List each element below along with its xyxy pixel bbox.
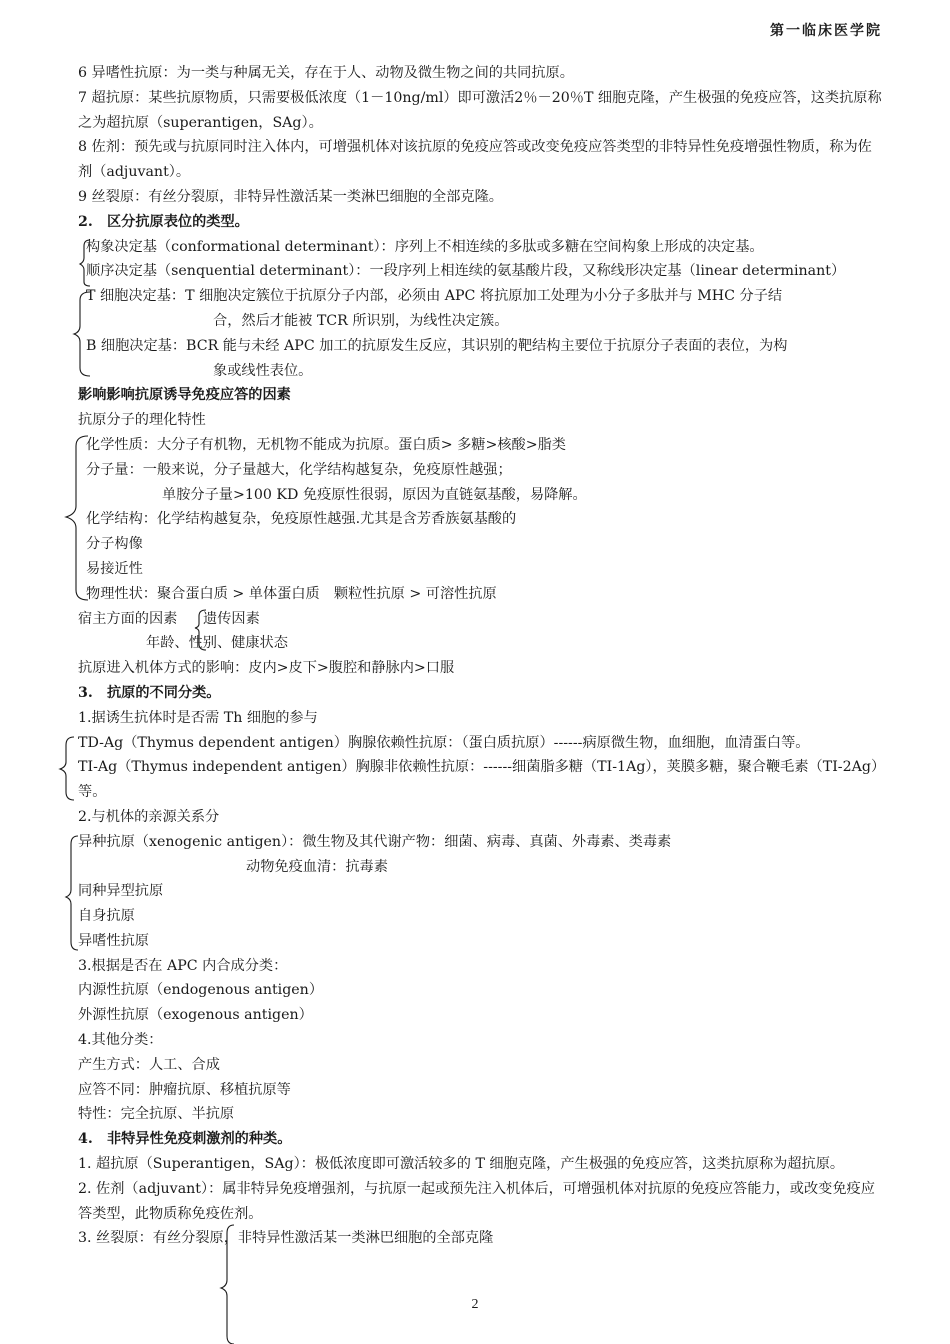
- page-number: 2: [471, 1297, 479, 1312]
- brace-origin: [66, 836, 78, 950]
- line-exogenous: 外源性抗原（exogenous antigen）: [78, 1007, 313, 1024]
- line-apc-synthesis: 3.根据是否在 APC 内合成分类：: [78, 957, 288, 974]
- line-chemical-structure: 化学结构：化学结构越复杂，免疫原性越强.尤其是含芳香族氨基酸的: [86, 511, 517, 528]
- line-b-cell-determinant-cont: 象或线性表位。: [213, 362, 313, 379]
- line-production: 产生方式：人工、合成: [78, 1056, 220, 1073]
- line-mitogen: 9 丝裂原：有丝分裂原，非特异性激活某一类淋巴细胞的全部克隆。: [78, 188, 503, 205]
- line-ti-ag: TI-Ag（Thymus independent antigen）胸腺非依赖性抗原：------细菌脂多糖（TI-1Ag），荚膜多糖，聚合鞭毛素（TI-2Ag）等。: [78, 759, 879, 801]
- line-td-ag: TD-Ag（Thymus dependent antigen）胸腺依赖性抗原：（蛋白质抗原）------病原微生物，血细胞，血清蛋白等。: [78, 734, 810, 751]
- line-origin: 2.与机体的亲源关系分: [78, 808, 220, 825]
- line-alloantigen: 同种异型抗原: [78, 883, 164, 900]
- line-heterophilic-antigen: 6 异嗜性抗原：为一类与种属无关，存在于人、动物及微生物之间的共同抗原。: [78, 65, 574, 81]
- line-chemical-nature: 化学性质：大分子有机物，无机物不能成为抗原。蛋白质> 多糖>核酸>脂类: [86, 436, 566, 453]
- line-th-dependency: 1.据诱生抗体时是否需 Th 细胞的参与: [78, 709, 318, 726]
- line-physical-state: 物理性状：聚合蛋白质 > 单体蛋白质 颗粒性抗原 > 可溶性抗原: [86, 585, 497, 602]
- brace-th-dependency: [60, 737, 74, 800]
- influence-title: 影响影响抗原诱导免疫应答的因素: [78, 387, 291, 404]
- line-accessibility: 易接近性: [86, 560, 143, 577]
- line-xenogenic: 异种抗原（xenogenic antigen）：微生物及其代谢产物：细菌、病毒、真菌、外毒素、类毒素: [78, 833, 672, 850]
- line-molecular-weight: 分子量：一般来说，分子量越大，化学结构越复杂，免疫原性越强；: [86, 461, 512, 478]
- line-s4-adjuvant: 2. 佐剂（adjuvant）：属非特异免疫增强剂，与抗原一起或预先注入机体后，可增强机体对抗原的免疫应答能力，或改变免疫应答类型，此物质称免疫佐剂。: [78, 1180, 875, 1222]
- line-conformation: 分子构像: [86, 536, 143, 553]
- line-route: 抗原进入机体方式的影响：皮内>皮下>腹腔和静脉内>口服: [78, 660, 455, 677]
- line-superantigen: 7 超抗原：某些抗原物质，只需要极低浓度（1－10ng/ml）即可激活2％－20％T 细胞克隆，产生极强的免疫应答，这类抗原称之为超抗原（superantigen，SAg）。: [78, 89, 882, 131]
- line-amine-weight: 单胺分子量>100 KD 免疫原性很弱，原因为直链氨基酸，易降解。: [162, 486, 587, 503]
- line-response: 应答不同：肿瘤抗原、移植抗原等: [78, 1081, 291, 1098]
- line-heterophile: 异嗜性抗原: [78, 932, 149, 949]
- line-b-cell-determinant: B 细胞决定基：BCR 能与未经 APC 加工的抗原发生反应，其识别的靶结构主要位于抗原分子表面的表位，为构: [86, 337, 788, 354]
- line-s4-mitogen: 3. 丝裂原：有丝分裂原，非特异性激活某一类淋巴细胞的全部克隆: [78, 1230, 494, 1247]
- line-adjuvant: 8 佐剂：预先或与抗原同时注入体内，可增强机体对该抗原的免疫应答或改变免疫应答类型的非特异性免疫增强性物质，称为佐剂（adjuvant）。: [78, 139, 872, 181]
- line-property: 特性：完全抗原、半抗原: [78, 1106, 235, 1123]
- host-genetic: 遗传因素: [203, 610, 260, 627]
- host-factors-label: 宿主方面的因素: [78, 610, 178, 627]
- line-autoantigen: 自身抗原: [78, 908, 135, 925]
- line-s4-superantigen: 1. 超抗原（Superantigen，SAg）：极低浓度即可激活较多的 T 细胞克隆，产生极强的免疫应答，这类抗原称为超抗原。: [78, 1156, 845, 1173]
- line-sequential-determinant: 顺序决定基（senquential determinant）：一段序列上相连续的氨基酸片段，又称线形决定基（linear determinant）: [86, 263, 846, 280]
- section-3-title: 3. 抗原的不同分类。: [78, 684, 221, 701]
- line-t-cell-determinant-cont: 合，然后才能被 TCR 所识别，为线性决定簇。: [213, 312, 509, 329]
- line-host-factors: [78, 607, 884, 632]
- section-2-title: 2. 区分抗原表位的类型。: [78, 213, 249, 230]
- line-host-age: 年龄、性别、健康状态: [146, 635, 288, 652]
- line-physicochemical: 抗原分子的理化特性: [78, 412, 206, 429]
- header-institution: 第一临床医学院: [770, 23, 882, 39]
- document-body: [78, 61, 884, 1251]
- line-conformational-determinant: 构象决定基（conformational determinant）：序列上不相连续的多肽或多糖在空间构象上形成的决定基。: [86, 238, 764, 255]
- section-4-title: 4. 非特异性免疫刺激剂的种类。: [78, 1131, 292, 1148]
- line-other-classification: 4.其他分类：: [78, 1032, 163, 1049]
- line-antiserum: 动物免疫血清：抗毒素: [246, 858, 388, 875]
- line-endogenous: 内源性抗原（endogenous antigen）: [78, 982, 324, 999]
- line-t-cell-determinant: T 细胞决定基：T 细胞决定簇位于抗原分子内部，必须由 APC 将抗原加工处理为小分子多肽并与 MHC 分子结: [86, 288, 783, 305]
